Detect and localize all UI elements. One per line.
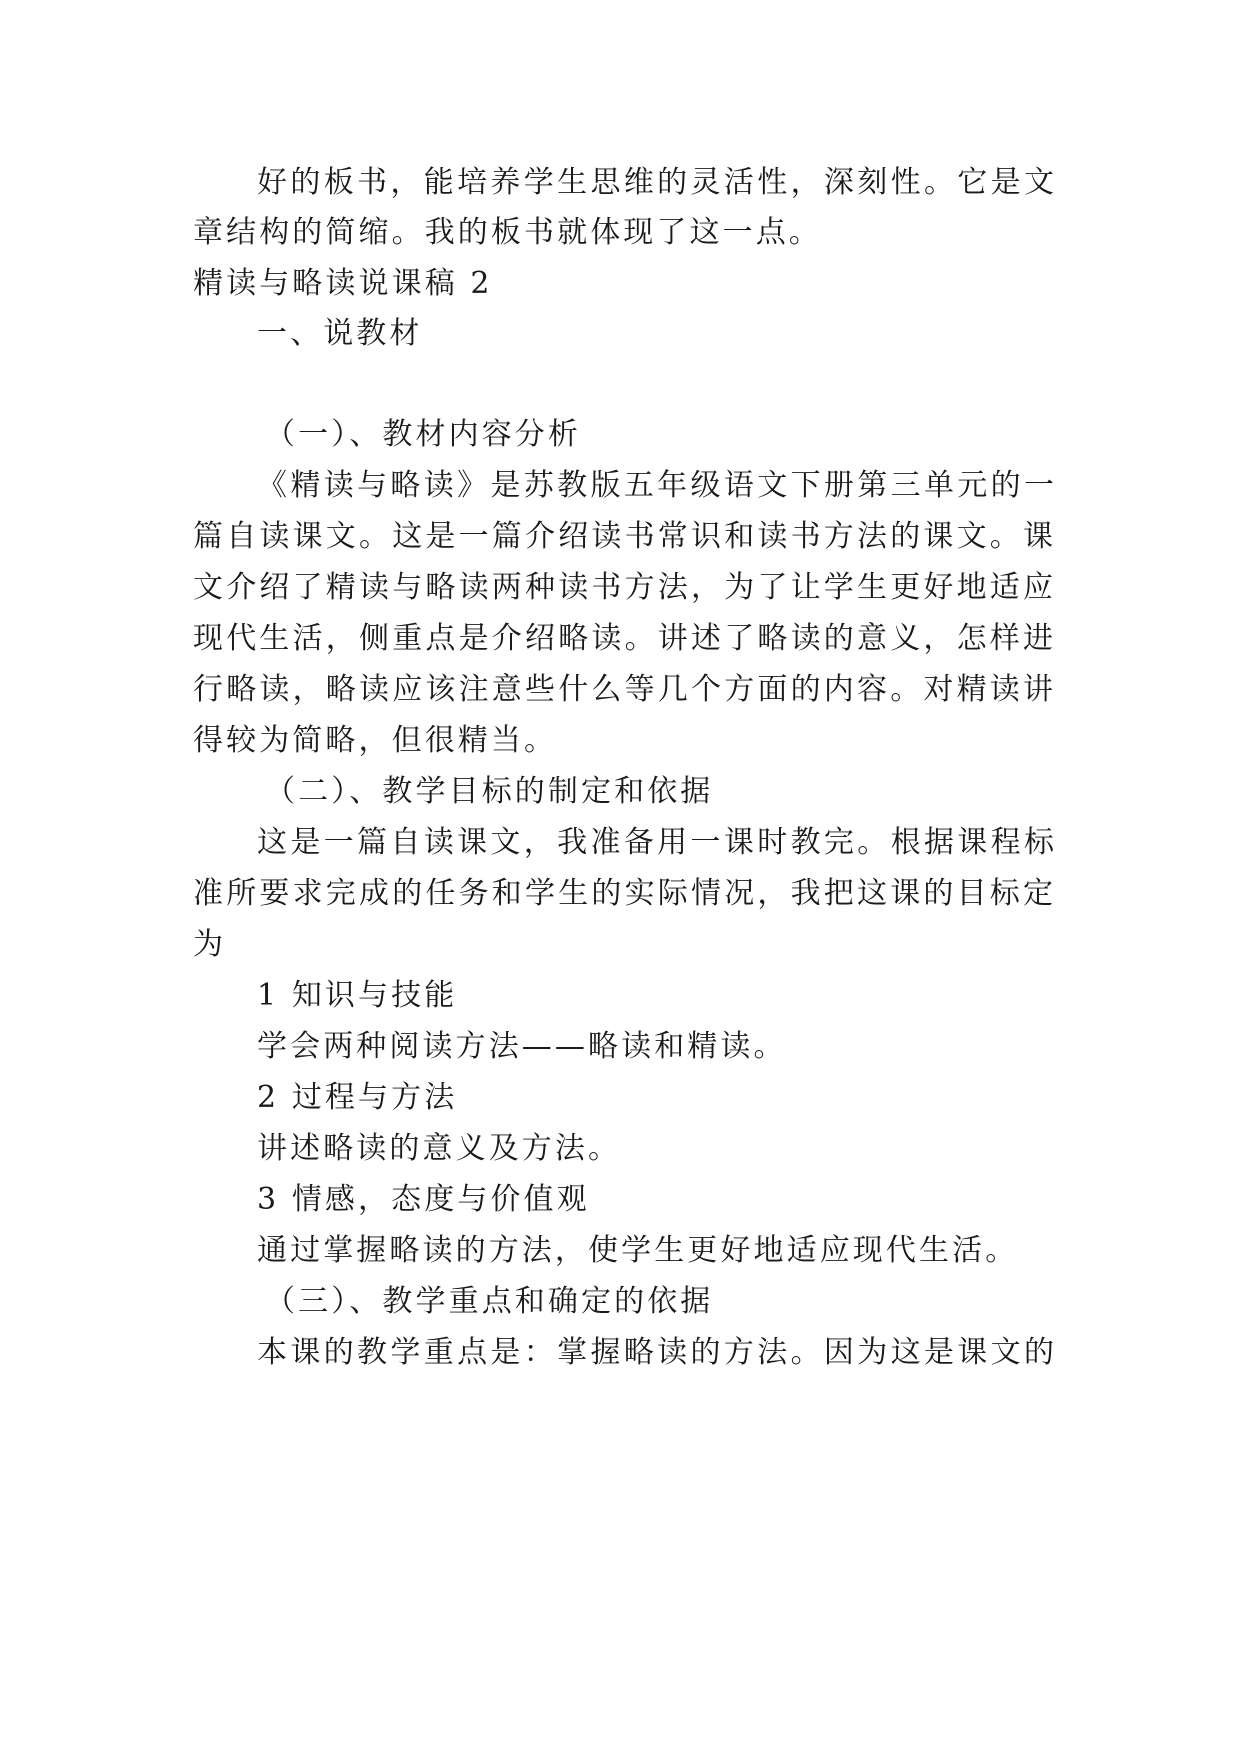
objective-heading: 3 情感，态度与价值观 <box>257 1182 590 1217</box>
paragraph-line: 为 <box>193 927 227 962</box>
objective-heading: 2 过程与方法 <box>257 1080 458 1115</box>
paragraph-line: 这是一篇自读课文，我准备用一课时教完。根据课程标 <box>257 825 1054 860</box>
subsection-heading: （三）、教学重点和确定的依据 <box>265 1284 714 1319</box>
paragraph-line: 《精读与略读》是苏教版五年级语文下册第三单元的一 <box>257 468 1054 503</box>
paragraph-line: 行略读，略读应该注意些什么等几个方面的内容。对精读讲 <box>193 672 1053 707</box>
subsection-heading: （一）、教材内容分析 <box>265 417 581 452</box>
paragraph-line: 本课的教学重点是：掌握略读的方法。因为这是课文的 <box>257 1335 1054 1370</box>
paragraph-line: 章结构的简缩。我的板书就体现了这一点。 <box>193 215 822 250</box>
objective-heading: 1 知识与技能 <box>257 978 458 1013</box>
section-heading: 一、说教材 <box>257 316 423 351</box>
objective-text: 学会两种阅读方法——略读和精读。 <box>257 1029 787 1064</box>
paragraph-line: 现代生活，侧重点是介绍略读。讲述了略读的意义，怎样进 <box>193 621 1053 656</box>
objective-text: 通过掌握略读的方法，使学生更好地适应现代生活。 <box>257 1233 1019 1268</box>
subsection-heading: （二）、教学目标的制定和依据 <box>265 774 714 809</box>
paragraph-line: 篇自读课文。这是一篇介绍读书常识和读书方法的课文。课 <box>193 519 1053 554</box>
paragraph-line: 得较为简略，但很精当。 <box>193 723 558 758</box>
section-title: 精读与略读说课稿 2 <box>193 266 493 301</box>
paragraph-line: 好的板书，能培养学生思维的灵活性，深刻性。它是文 <box>257 165 1054 200</box>
paragraph-line: 准所要求完成的任务和学生的实际情况，我把这课的目标定 <box>193 876 1053 911</box>
objective-text: 讲述略读的意义及方法。 <box>257 1131 622 1166</box>
paragraph-line: 文介绍了精读与略读两种读书方法，为了让学生更好地适应 <box>193 570 1053 605</box>
